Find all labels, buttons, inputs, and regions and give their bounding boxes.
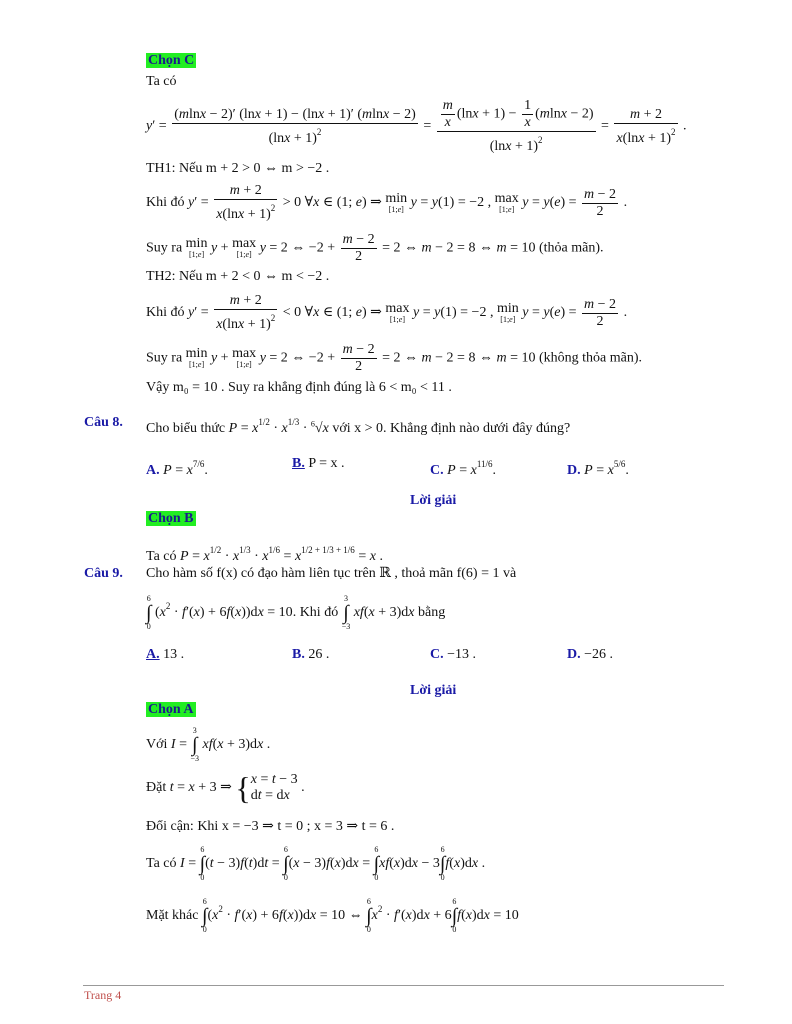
page-number: Trang 4 bbox=[84, 988, 122, 1002]
q9-option-d[interactable]: D. −26 . bbox=[567, 647, 614, 662]
q9-with: Với I = 3 ∫ −3 xf(x + 3)dx . bbox=[146, 726, 271, 763]
q9-other-hand: Mặt khác 6 ∫ $0(x^2 \cdot f'(x) + 6f(x))dx = 10$ ⇔ 6 ∫ $0x^2 \cdot f'(x)dx + 66$ ∫ 0f(x)dx = 10 bbox=[146, 897, 519, 934]
case-1-then: Khi đó y′ = $\frac{m + 2}{x(\ln x + 1)^2}$ > 0 ∀x ∈ (1; e) ⇒ min [1;e] y = y(1) = −2 , max [1;e] y = y(e) = $\frac{m - 2}{2}$ . bbox=[146, 183, 628, 222]
derivative-formula: y′ = $\frac{(mlnx - 2)' (\ln x + 1) - (\ln x + 1)' (mlnx - 2)}{(\ln x + 1)^2}$ = $\frac{m}{x}$ (lnx + 1) − $\frac{1}{x}$ (mlnx − 2) $(\ln x + 1)^2$ = $\frac{m + 2}{x(\ln x + 1)^2}$ . bbox=[146, 98, 687, 154]
choose-answer-badge: Chọn C bbox=[148, 53, 195, 68]
q8-solution-title: Lời giải bbox=[410, 493, 457, 508]
question-8-label: Câu 8. bbox=[84, 415, 123, 430]
q9-choose-badge: Chọn A bbox=[148, 702, 194, 717]
case-2: TH2: Nếu m + 2 < 0 ⇔ m < −2 . bbox=[146, 269, 330, 284]
q9-work: Ta có I = 6 ∫ 0(t − 3)f(t)dt = 6 ∫ 0(x − 3)f(x)dx = 6 ∫ 0xf(x)dx − 36 ∫ 0f(x)dx . bbox=[146, 845, 486, 882]
q9-change-bounds: Đổi cận: Khi x = −3 ⇒ t = 0 ; x = 3 ⇒ t = 6 . bbox=[146, 819, 395, 834]
q8-option-b[interactable]: B. P = x . bbox=[292, 456, 345, 471]
intro-text: Ta có bbox=[146, 74, 177, 89]
footer-divider bbox=[83, 985, 724, 986]
q8-option-d[interactable]: D. $P = x^{5/6}$. bbox=[567, 459, 629, 478]
q9-option-c[interactable]: C. −13 . bbox=[430, 647, 477, 662]
q8-option-c[interactable]: C. $P = x^{11/6}$. bbox=[430, 459, 496, 478]
question-8-text: Cho biểu thức $P = x^{1/2} \cdot x^{1/3} \cdot ^6√x$ với x > 0. Khẳng định nào dưới đây đúng? bbox=[146, 417, 571, 436]
conclusion: Vậy m₀ = 10 . Suy ra khẳng định đúng là 6 < m₀ < 11 . bbox=[146, 380, 452, 395]
question-9-text-line1: Cho hàm số f(x) có đạo hàm liên tục trên ℝ , thoả mãn f(6) = 1 và bbox=[146, 566, 517, 581]
q8-choose-badge: Chọn B bbox=[148, 511, 194, 526]
q9-solution-title: Lời giải bbox=[410, 683, 457, 698]
q8-work: Ta có $P = x^{1/2} \cdot x^{1/3} \cdot x^{1/6} = x^{1/2 + 1/3 + 1/6} = x$ . bbox=[146, 545, 383, 564]
question-9-text-line2: 6 ∫ 0 $(x^2 \cdot f'(x) + 6f(x))dx = 10$. Khi đó 3 ∫ −3 xf(x + 3)dx bằng bbox=[146, 594, 446, 631]
q9-substitution: Đặt t = x + 3 ⇒ { x = t − 3 dt = dx . bbox=[146, 770, 305, 806]
case-2-result: Suy ra min [1;e] y + max [1;e] y = 2 ⇔ −2 + $\frac{m - 2}{2}$ = 2 ⇔ m − 2 = 8 ⇔ m = 10 (không thỏa mãn). bbox=[146, 342, 643, 374]
q9-option-b[interactable]: B. 26 . bbox=[292, 647, 330, 662]
case-2-then: Khi đó y′ = $\frac{m + 2}{x(\ln x + 1)^2}$ < 0 ∀x ∈ (1; e) ⇒ max [1;e] y = y(1) = −2 , min [1;e] y = y(e) = $\frac{m - 2}{2}$ . bbox=[146, 293, 628, 332]
q8-option-a[interactable]: A. $P = x^{7/6}$. bbox=[146, 459, 208, 478]
q9-option-a[interactable]: A. 13 . bbox=[146, 647, 185, 662]
question-9-label: Câu 9. bbox=[84, 566, 123, 581]
case-1: TH1: Nếu m + 2 > 0 ⇔ m > −2 . bbox=[146, 161, 330, 176]
case-1-result: Suy ra min [1;e] y + max [1;e] y = 2 ⇔ −2 + $\frac{m - 2}{2}$ = 2 ⇔ m − 2 = 8 ⇔ m = 10 (thỏa mãn). bbox=[146, 232, 604, 264]
